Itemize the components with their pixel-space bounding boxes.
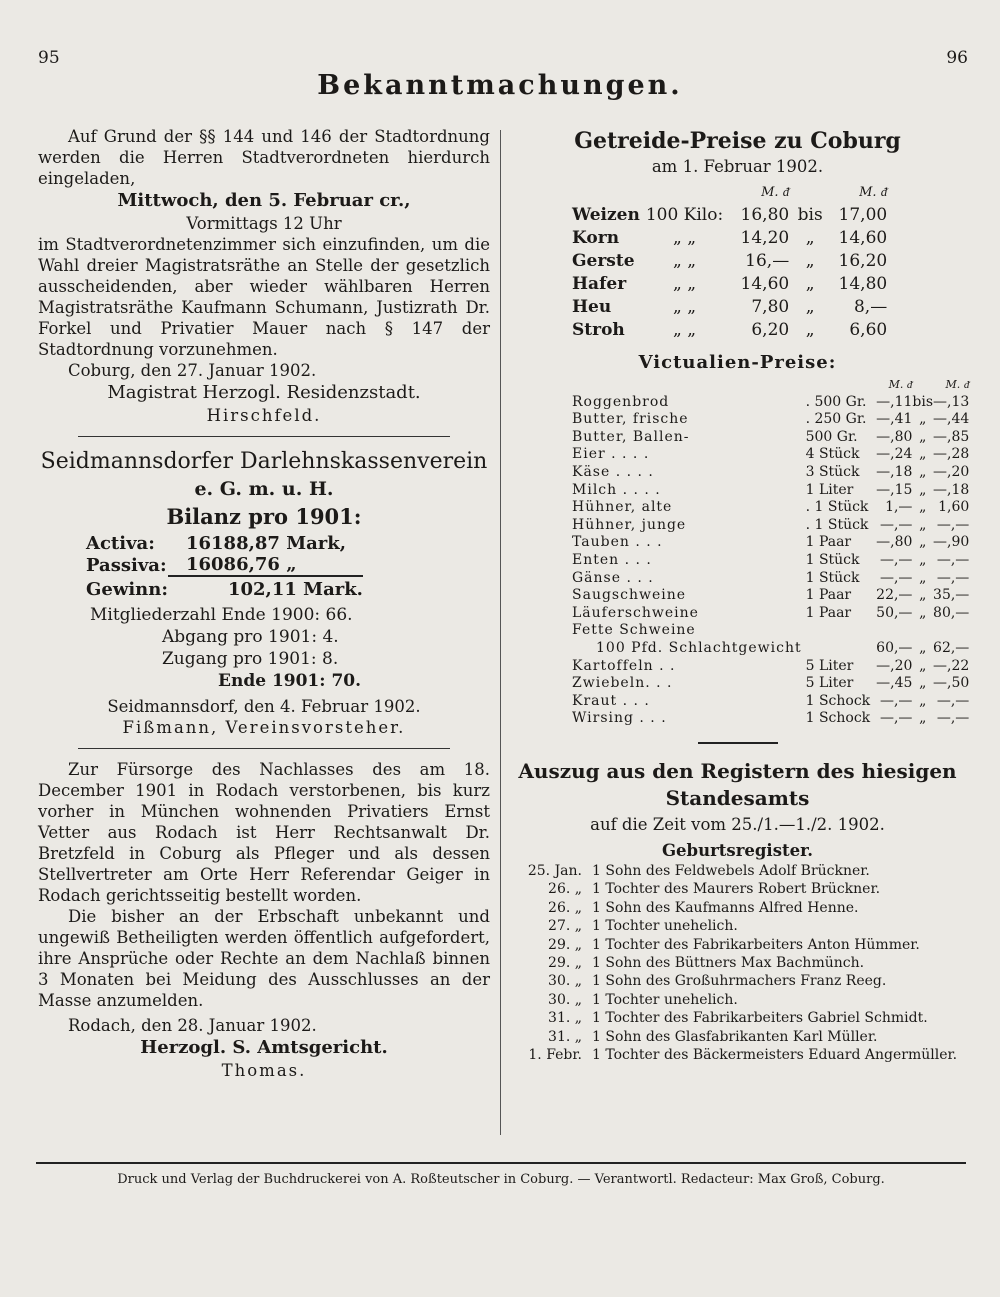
victuals-row-cell bbox=[933, 622, 969, 640]
victuals-row-cell: —,80 bbox=[876, 428, 913, 445]
victuals-row-cell: . 1 Stück bbox=[805, 499, 869, 516]
registry-row-cell: 30. „ bbox=[548, 973, 582, 990]
victuals-row bbox=[572, 429, 969, 447]
registry-row-cell: 30. „ bbox=[548, 991, 582, 1008]
grain-row-cell: 6,60 bbox=[849, 320, 888, 340]
victuals-row bbox=[572, 534, 969, 552]
victuals-row-cell: „ bbox=[919, 569, 927, 586]
grain-row bbox=[572, 319, 887, 342]
victuals-row-cell: Fette Schweine bbox=[572, 622, 696, 639]
notice-estate bbox=[38, 759, 490, 1081]
victuals-row-cell: 1 Schock bbox=[805, 710, 871, 727]
victuals-row-cell: Enten . . . bbox=[572, 551, 652, 568]
victuals-row-cell: 62,— bbox=[933, 639, 970, 656]
victuals-row bbox=[572, 411, 969, 429]
estate-signature: Thomas. bbox=[221, 1061, 307, 1080]
victuals-row bbox=[572, 464, 969, 482]
victuals-row-cell: —,22 bbox=[933, 657, 970, 674]
activa-label: Activa: bbox=[86, 533, 155, 554]
victuals-row-cell: —,50 bbox=[933, 675, 970, 692]
grain-row bbox=[572, 296, 887, 319]
victuals-row-cell: —,44 bbox=[933, 411, 970, 428]
registry-row-cell: 25. Jan. bbox=[527, 862, 582, 879]
victuals-row-cell: „ bbox=[919, 481, 927, 498]
registry-row-cell: 27. „ bbox=[548, 918, 582, 935]
victuals-row-cell: „ bbox=[919, 604, 927, 621]
grain-row-cell: 8,— bbox=[853, 297, 888, 317]
grain-row bbox=[572, 250, 887, 273]
registry-row bbox=[510, 1046, 957, 1064]
victuals-title: Victualien-Preise: bbox=[638, 352, 837, 373]
victuals-row-cell: —,— bbox=[936, 569, 970, 586]
victuals-row-cell: —,15 bbox=[876, 481, 913, 498]
grain-row-cell: Korn bbox=[572, 228, 620, 248]
notice-signature: Hirschfeld. bbox=[206, 406, 322, 425]
estate-body: Die bisher an der Erbschaft unbekannt und ungewiß Betheiligten werden öffentlich aufgefordert, ihre Ansprüche oder Rechte an dem Nachlaß binnen 3 Monaten bei Meidung des Ausschlusses an der Masse anzumelden. bbox=[38, 907, 490, 1010]
registry-row bbox=[510, 972, 957, 990]
victuals-row-cell: 1 Stück bbox=[805, 551, 860, 568]
victuals-row-cell: 5 Liter bbox=[805, 675, 854, 692]
registry-row-cell: 29. „ bbox=[548, 936, 582, 953]
victuals-row-cell: Gänse . . . bbox=[572, 569, 654, 586]
notice-city-council bbox=[38, 126, 490, 426]
victuals-row-cell: —,45 bbox=[876, 675, 913, 692]
notice-body: im Stadtverordnetenzimmer sich einzufinden, um die Wahl dreier Magistratsräthe an Stelle der gesetzlich ausscheidenden, aber wieder wählbaren Herren Magistratsräthe Kaufmann Schumann, Justizrath Dr. Forkel und Privatier Mauer nach § 147 der Stadtordnung vorzunehmen. bbox=[38, 235, 490, 359]
grain-row-cell: 14,60 bbox=[740, 274, 790, 294]
activa-value: 16188,87 Mark, bbox=[185, 533, 346, 554]
grain-row-cell: 16,— bbox=[745, 251, 790, 271]
registry-row-cell: 1 Sohn des Glasfabrikanten Karl Müller. bbox=[592, 1028, 878, 1045]
registry-row-cell: 1 Tochter des Maurers Robert Brückner. bbox=[592, 881, 881, 898]
grain-row-cell: 6,20 bbox=[751, 320, 790, 340]
registry-row bbox=[510, 880, 957, 898]
association-place-date: Seidmannsdorf, den 4. Februar 1902. bbox=[107, 697, 421, 716]
victuals-row-cell: —,— bbox=[936, 516, 970, 533]
estate-body: Zur Fürsorge des Nachlasses des am 18. December 1901 in Rodach verstorbenen, bis kurz vorher in München wohnenden Privatiers Ernst Vetter aus Rodach ist Herr Rechtsanwalt Dr. Bretzfeld in Coburg als Pfleger und als dessen Stellvertreter am Orte Herr Referendar Geiger in Rodach gerichtsseitig bestellt worden. bbox=[38, 760, 490, 905]
grain-row-cell: bis bbox=[797, 205, 823, 225]
right-column bbox=[510, 126, 970, 1064]
victuals-row-cell: —,— bbox=[936, 692, 970, 709]
victuals-row-cell: Zwiebeln. . . bbox=[572, 675, 673, 692]
victuals-row bbox=[572, 710, 969, 728]
victuals-row bbox=[572, 446, 969, 464]
victuals-row-cell: „ bbox=[919, 463, 927, 480]
victuals-row-cell: —,80 bbox=[876, 534, 913, 551]
grain-table bbox=[572, 181, 887, 342]
victuals-row-cell: —,— bbox=[879, 692, 913, 709]
grain-row-cell: „ „ bbox=[672, 320, 697, 340]
registry-row bbox=[510, 1028, 957, 1046]
victuals-row-cell: 1 Schock bbox=[805, 692, 871, 709]
registry-row-cell: 1 Sohn des Kaufmanns Alfred Henne. bbox=[592, 899, 859, 916]
victuals-row-cell: „ bbox=[919, 692, 927, 709]
victuals-row bbox=[572, 640, 969, 658]
registry-row-cell: 1 Sohn des Büttners Max Bachmünch. bbox=[592, 954, 865, 971]
victuals-row bbox=[572, 552, 969, 570]
victuals-row-cell: —,— bbox=[936, 551, 970, 568]
victuals-row-cell bbox=[912, 622, 933, 640]
victuals-header bbox=[572, 376, 969, 394]
grain-row-cell: Hafer bbox=[572, 274, 627, 294]
victuals-row-cell: bis bbox=[912, 393, 934, 410]
divider bbox=[698, 742, 778, 744]
grain-row-cell: „ „ bbox=[672, 228, 697, 248]
victuals-row-cell: —,— bbox=[879, 710, 913, 727]
victuals-row-cell: Roggenbrod bbox=[572, 393, 670, 410]
victuals-row-cell: 1 Liter bbox=[805, 481, 854, 498]
registry-row-cell: 26. „ bbox=[548, 881, 582, 898]
victuals-row-cell: 500 Gr. bbox=[805, 428, 858, 445]
registry-row-cell: 1 Tochter unehelich. bbox=[592, 918, 738, 935]
victuals-row-cell: Tauben . . . bbox=[572, 534, 663, 551]
meeting-time: Vormittags 12 Uhr bbox=[186, 214, 342, 233]
victuals-row-cell: Läuferschweine bbox=[572, 604, 699, 621]
registry-row-cell: 31. „ bbox=[548, 1028, 582, 1045]
association-form: e. G. m. u. H. bbox=[194, 478, 334, 500]
victuals-row-cell: „ bbox=[919, 516, 927, 533]
left-column bbox=[38, 126, 490, 1081]
victuals-row-cell: 50,— bbox=[876, 604, 913, 621]
passiva-value: 16086,76 „ bbox=[168, 554, 363, 576]
victuals-row-cell: —,24 bbox=[876, 446, 913, 463]
grain-row-cell: „ bbox=[805, 228, 815, 248]
registry-table bbox=[510, 862, 957, 1064]
divider bbox=[78, 748, 450, 749]
masthead: Bekanntmachungen. bbox=[317, 70, 683, 101]
victuals-row-cell: . 1 Stück bbox=[805, 516, 869, 533]
victuals-row-cell: 35,— bbox=[933, 587, 970, 604]
victuals-row-cell: —,13 bbox=[933, 393, 970, 410]
grain-row-cell: 14,20 bbox=[740, 228, 790, 248]
victuals-row bbox=[572, 605, 969, 623]
grain-row bbox=[572, 204, 887, 227]
victuals-row-cell: —,18 bbox=[876, 463, 913, 480]
victuals-row-cell: „ bbox=[919, 675, 927, 692]
registry-title-2: Standesamts bbox=[665, 785, 810, 810]
grain-row-cell: 7,80 bbox=[751, 297, 790, 317]
page-number-right: 96 bbox=[946, 48, 968, 68]
victuals-row-cell: Butter, frische bbox=[572, 411, 689, 428]
victuals-row-cell: Hühner, alte bbox=[572, 499, 673, 516]
victuals-row-cell: 1 Paar bbox=[805, 604, 852, 621]
victuals-row-cell: „ bbox=[919, 534, 927, 551]
victuals-row bbox=[572, 394, 969, 412]
registry-row-cell: 1 Sohn des Großuhrmachers Franz Reeg. bbox=[592, 973, 887, 990]
victuals-row-cell: Hühner, junge bbox=[572, 516, 687, 533]
balance-row bbox=[86, 554, 363, 576]
victuals-row-cell: 5 Liter bbox=[805, 657, 854, 674]
grain-row-cell: „ bbox=[805, 251, 815, 271]
grain-row-cell: Gerste bbox=[572, 251, 635, 271]
grain-row-cell: „ „ bbox=[672, 297, 697, 317]
victuals-row-cell: 1,— bbox=[885, 499, 913, 516]
members-line: Mitgliederzahl Ende 1900: 66. bbox=[90, 605, 353, 625]
association-signature: Fißmann, Vereinsvorsteher. bbox=[122, 718, 406, 737]
registry-row bbox=[510, 917, 957, 935]
victuals-row-cell: „ bbox=[919, 657, 927, 674]
victuals-row-cell: —,— bbox=[879, 551, 913, 568]
victuals-row-cell: Eier . . . . bbox=[572, 446, 650, 463]
grain-row-cell: 16,20 bbox=[838, 251, 888, 271]
registry-row bbox=[510, 862, 957, 880]
victuals-row-cell: 60,— bbox=[876, 639, 913, 656]
victuals-row-cell: „ bbox=[919, 587, 927, 604]
victuals-row-cell bbox=[806, 640, 877, 658]
estate-place-date: Rodach, den 28. Januar 1902. bbox=[68, 1016, 317, 1035]
victuals-row-cell: Kartoffeln . . bbox=[572, 657, 676, 674]
victuals-row bbox=[572, 517, 969, 535]
column-divider bbox=[500, 130, 501, 1135]
victuals-row-cell: Wirsing . . . bbox=[572, 710, 667, 727]
registry-section: Geburtsregister. bbox=[661, 840, 814, 860]
gewinn-value: 102,11 Mark. bbox=[227, 579, 363, 600]
grain-title: Getreide-Preise zu Coburg bbox=[574, 128, 901, 154]
grain-row-cell: 17,00 bbox=[838, 205, 888, 225]
grain-header bbox=[572, 181, 887, 204]
victuals-row-cell: „ bbox=[919, 499, 927, 516]
notice-authority: Magistrat Herzogl. Residenzstadt. bbox=[107, 382, 421, 403]
balance-title: Bilanz pro 1901: bbox=[166, 504, 362, 529]
membership-stats bbox=[90, 604, 490, 692]
registry-row-cell: 1 Tochter des Fabrikarbeiters Anton Hümmer. bbox=[592, 936, 920, 953]
currency-header: M. ᵭ bbox=[859, 185, 888, 200]
victuals-row bbox=[572, 693, 969, 711]
registry-row bbox=[510, 991, 957, 1009]
victuals-row-cell: 1 Paar bbox=[805, 534, 852, 551]
victuals-row-cell: —,85 bbox=[933, 428, 970, 445]
victuals-row bbox=[572, 587, 969, 605]
currency-header: M. ᵭ bbox=[945, 378, 970, 391]
registry-title: Auszug aus den Registern des hiesigen bbox=[518, 758, 957, 783]
grain-row-cell: „ bbox=[805, 274, 815, 294]
members-line: Abgang pro 1901: 4. bbox=[162, 627, 339, 647]
members-line: Ende 1901: 70. bbox=[218, 671, 362, 691]
grain-row-cell: Weizen bbox=[572, 205, 640, 225]
victuals-row-cell: 4 Stück bbox=[805, 446, 860, 463]
victuals-row-cell: —,28 bbox=[933, 446, 970, 463]
registry-row-cell: 1 Sohn des Feldwebels Adolf Brückner. bbox=[592, 862, 870, 879]
victuals-row bbox=[572, 622, 969, 640]
victuals-row-cell: . 500 Gr. bbox=[805, 393, 867, 410]
currency-header: M. ᵭ bbox=[761, 185, 790, 200]
meeting-date: Mittwoch, den 5. Februar cr., bbox=[117, 190, 411, 211]
notice-loan-association bbox=[38, 447, 490, 738]
balance-table bbox=[86, 533, 363, 600]
victuals-row-cell: —,11 bbox=[876, 393, 913, 410]
victuals-row-cell: Milch . . . . bbox=[572, 481, 661, 498]
grain-row-cell: 14,60 bbox=[838, 228, 888, 248]
victuals-row-cell: 80,— bbox=[933, 604, 970, 621]
victuals-row-cell: . 250 Gr. bbox=[805, 411, 867, 428]
grain-row-cell: „ „ bbox=[672, 251, 697, 271]
victuals-row-cell: 1,60 bbox=[938, 499, 970, 516]
grain-row-cell: „ „ bbox=[672, 274, 697, 294]
victuals-row-cell: „ bbox=[919, 446, 927, 463]
registry-row-cell: 26. „ bbox=[548, 899, 582, 916]
gewinn-label: Gewinn: bbox=[86, 578, 168, 600]
registry-row-cell: 29. „ bbox=[548, 954, 582, 971]
victuals-row bbox=[572, 658, 969, 676]
victuals-row-cell: —,— bbox=[936, 710, 970, 727]
registry-row-cell: 1 Tochter unehelich. bbox=[592, 991, 738, 1008]
grain-row-cell: „ bbox=[805, 297, 815, 317]
victuals-row-cell: 22,— bbox=[876, 587, 913, 604]
victuals-row-cell: —,— bbox=[879, 569, 913, 586]
grain-row-cell: Stroh bbox=[572, 320, 625, 340]
divider bbox=[78, 436, 450, 437]
victuals-row-cell bbox=[806, 622, 877, 640]
victuals-row-cell: —,20 bbox=[876, 657, 913, 674]
victuals-row-cell: —,— bbox=[879, 516, 913, 533]
victuals-row-cell: Kraut . . . bbox=[572, 692, 650, 709]
grain-row-cell: 14,80 bbox=[838, 274, 888, 294]
registry-row bbox=[510, 899, 957, 917]
members-line: Zugang pro 1901: 8. bbox=[162, 649, 339, 669]
registry-row-cell: 1 Tochter des Bäckermeisters Eduard Angermüller. bbox=[592, 1046, 958, 1063]
victuals-row-cell: „ bbox=[919, 639, 927, 656]
grain-subtitle: am 1. Februar 1902. bbox=[651, 157, 824, 176]
victuals-row bbox=[572, 482, 969, 500]
registry-row bbox=[510, 936, 957, 954]
registry-subtitle: auf die Zeit vom 25./1.—1./2. 1902. bbox=[590, 814, 885, 834]
balance-row bbox=[86, 533, 363, 554]
passiva-label: Passiva: bbox=[86, 554, 167, 576]
registry-row-cell: 1. Febr. bbox=[528, 1046, 582, 1063]
victuals-table bbox=[572, 376, 969, 728]
notice-place-date: Coburg, den 27. Januar 1902. bbox=[68, 361, 317, 380]
victuals-row bbox=[572, 499, 969, 517]
victuals-row-cell: 3 Stück bbox=[805, 463, 860, 480]
victuals-row-cell: Butter, Ballen- bbox=[572, 428, 690, 445]
victuals-row-cell: —,41 bbox=[876, 411, 913, 428]
grain-row-cell: „ bbox=[805, 320, 815, 340]
victuals-row-cell: —,20 bbox=[933, 463, 970, 480]
registry-row-cell: 1 Tochter des Fabrikarbeiters Gabriel Schmidt. bbox=[592, 1010, 928, 1027]
victuals-row-cell: „ bbox=[919, 428, 927, 445]
association-title: Seidmannsdorfer Darlehnskassenverein bbox=[40, 449, 488, 474]
victuals-row-cell: „ bbox=[919, 710, 927, 727]
grain-row-cell: 100 Kilo: bbox=[645, 205, 724, 225]
registry-row bbox=[510, 954, 957, 972]
registry-row bbox=[510, 1009, 957, 1027]
registry-row-cell: 31. „ bbox=[548, 1010, 582, 1027]
currency-header: M. ᵭ bbox=[888, 378, 913, 391]
grain-row bbox=[572, 273, 887, 296]
victuals-row-cell bbox=[876, 622, 912, 640]
victuals-row-cell: „ bbox=[919, 551, 927, 568]
imprint-footer: Druck und Verlag der Buchdruckerei von A. Roßteutscher in Coburg. — Verantwortl. Redacteur: Max Groß, Coburg. bbox=[36, 1162, 966, 1187]
victuals-row-cell: 1 Stück bbox=[805, 569, 860, 586]
victuals-row-cell: —,90 bbox=[933, 534, 970, 551]
victuals-row-cell: 100 Pfd. Schlachtgewicht bbox=[596, 639, 802, 656]
notice-intro: Auf Grund der §§ 144 und 146 der Stadtordnung werden die Herren Stadtverordneten hierdurch eingeladen, bbox=[38, 127, 490, 188]
victuals-row bbox=[572, 675, 969, 693]
grain-row bbox=[572, 227, 887, 250]
victuals-row-cell: Saugschweine bbox=[572, 587, 687, 604]
balance-row bbox=[86, 576, 363, 600]
estate-authority: Herzogl. S. Amtsgericht. bbox=[140, 1037, 388, 1058]
victuals-row-cell: —,18 bbox=[933, 481, 970, 498]
victuals-row bbox=[572, 570, 969, 588]
victuals-row-cell: Käse . . . . bbox=[572, 463, 654, 480]
grain-row-cell: 16,80 bbox=[740, 205, 790, 225]
page-number-left: 95 bbox=[38, 48, 60, 68]
grain-row-cell: Heu bbox=[572, 297, 612, 317]
victuals-row-cell: „ bbox=[919, 411, 927, 428]
victuals-row-cell: 1 Paar bbox=[805, 587, 852, 604]
